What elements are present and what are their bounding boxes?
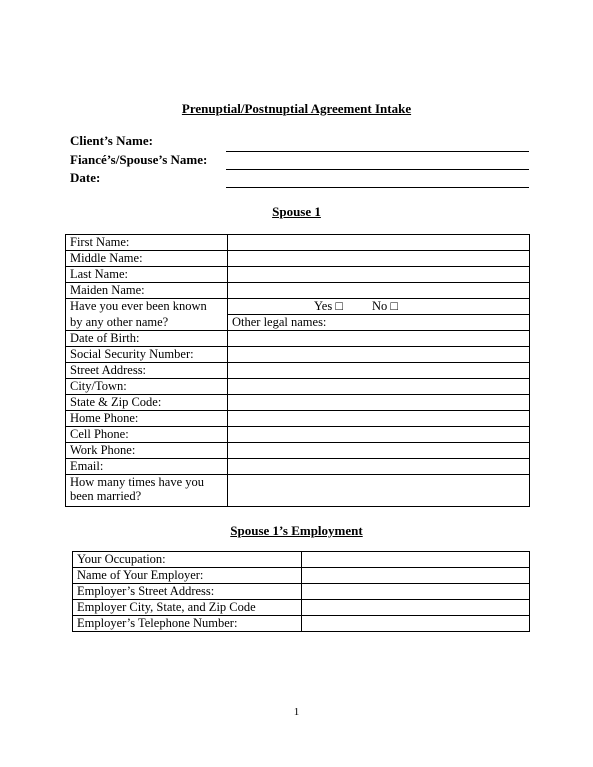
times-married-label-1: How many times have you	[70, 475, 205, 489]
client-name-field[interactable]	[226, 137, 529, 152]
known-by-other-name-label-2: by any other name?	[66, 315, 228, 331]
table-row	[73, 568, 530, 584]
table-row	[66, 235, 530, 251]
table-row	[73, 600, 530, 616]
middle-name-field[interactable]	[228, 251, 530, 267]
maiden-name-label: Maiden Name:	[66, 283, 228, 299]
spouse1-heading: Spouse 1	[272, 204, 321, 219]
employment-heading: Spouse 1’s Employment	[230, 523, 363, 538]
table-row	[66, 379, 530, 395]
last-name-field[interactable]	[228, 267, 530, 283]
table-row	[73, 616, 530, 632]
ssn-label: Social Security Number:	[66, 347, 228, 363]
table-row	[66, 315, 530, 331]
table-row	[66, 251, 530, 267]
yes-no-cell	[228, 299, 530, 315]
spouse1-table	[65, 234, 530, 507]
times-married-field[interactable]	[228, 475, 530, 507]
other-legal-names-field[interactable]: Other legal names:	[228, 315, 530, 331]
last-name-label: Last Name:	[66, 267, 228, 283]
city-label: City/Town:	[66, 379, 228, 395]
times-married-label-2: been married?	[70, 489, 142, 503]
email-label: Email:	[66, 459, 228, 475]
table-row	[66, 299, 530, 315]
document-title: Prenuptial/Postnuptial Agreement Intake	[181, 101, 412, 116]
occupation-field[interactable]	[302, 552, 530, 568]
table-row	[66, 331, 530, 347]
date-label: Date:	[70, 170, 101, 185]
page-number: 1	[293, 706, 300, 718]
table-row	[66, 347, 530, 363]
table-row	[66, 443, 530, 459]
street-field[interactable]	[228, 363, 530, 379]
employer-name-field[interactable]	[302, 568, 530, 584]
first-name-label: First Name:	[66, 235, 228, 251]
dob-label: Date of Birth:	[66, 331, 228, 347]
employer-phone-field[interactable]	[302, 616, 530, 632]
maiden-name-field[interactable]	[228, 283, 530, 299]
employer-phone-label: Employer’s Telephone Number:	[73, 616, 302, 632]
table-row	[73, 584, 530, 600]
email-field[interactable]	[228, 459, 530, 475]
city-field[interactable]	[228, 379, 530, 395]
yes-checkbox[interactable]: Yes □	[314, 299, 343, 313]
employer-street-field[interactable]	[302, 584, 530, 600]
table-row	[66, 395, 530, 411]
employer-name-label: Name of Your Employer:	[73, 568, 302, 584]
table-row	[66, 267, 530, 283]
street-label: Street Address:	[66, 363, 228, 379]
fiance-name-field[interactable]	[226, 155, 529, 170]
client-name-label: Client’s Name:	[70, 133, 153, 148]
times-married-label	[66, 475, 228, 507]
cell-phone-field[interactable]	[228, 427, 530, 443]
home-phone-label: Home Phone:	[66, 411, 228, 427]
employment-table	[72, 551, 530, 632]
state-zip-label: State & Zip Code:	[66, 395, 228, 411]
ssn-field[interactable]	[228, 347, 530, 363]
employer-city-field[interactable]	[302, 600, 530, 616]
no-checkbox[interactable]: No □	[372, 299, 398, 313]
table-row	[66, 411, 530, 427]
table-row	[66, 363, 530, 379]
work-phone-label: Work Phone:	[66, 443, 228, 459]
first-name-field[interactable]	[228, 235, 530, 251]
home-phone-field[interactable]	[228, 411, 530, 427]
employer-street-label: Employer’s Street Address:	[73, 584, 302, 600]
known-by-other-name-label-1: Have you ever been known	[66, 299, 228, 315]
table-row	[66, 459, 530, 475]
fiance-name-label: Fiancé’s/Spouse’s Name:	[70, 152, 208, 167]
table-row	[66, 475, 530, 507]
table-row	[66, 427, 530, 443]
table-row	[73, 552, 530, 568]
middle-name-label: Middle Name:	[66, 251, 228, 267]
occupation-label: Your Occupation:	[73, 552, 302, 568]
cell-phone-label: Cell Phone:	[66, 427, 228, 443]
dob-field[interactable]	[228, 331, 530, 347]
work-phone-field[interactable]	[228, 443, 530, 459]
state-zip-field[interactable]	[228, 395, 530, 411]
date-field[interactable]	[226, 173, 529, 188]
employer-city-label: Employer City, State, and Zip Code	[73, 600, 302, 616]
table-row	[66, 283, 530, 299]
